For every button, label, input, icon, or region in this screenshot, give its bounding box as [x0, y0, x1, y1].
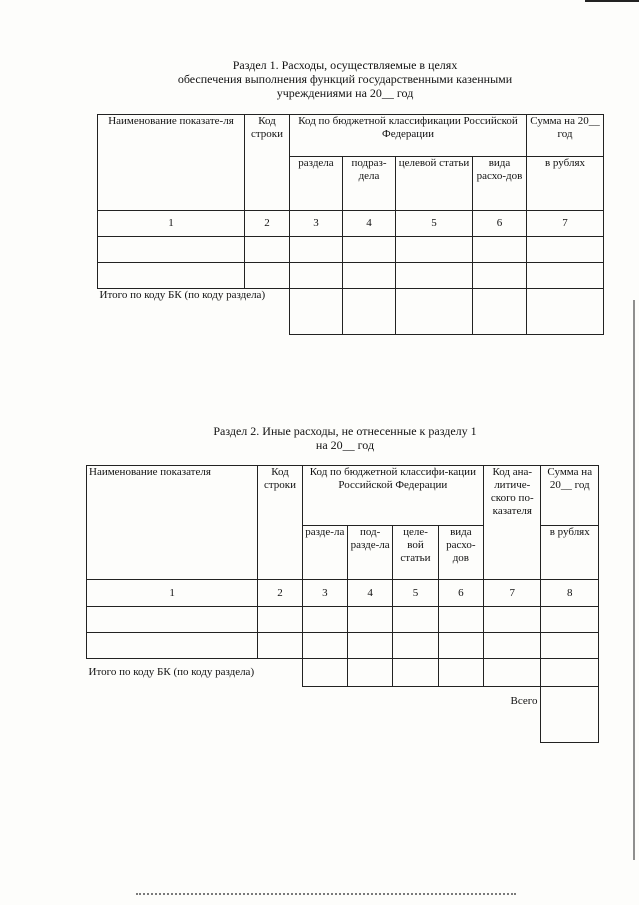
column-number: 6	[473, 211, 527, 237]
header-subsection: под-разде-ла	[347, 526, 392, 580]
total-cell[interactable]	[438, 659, 483, 687]
section1-title-line-1: Раздел 1. Расходы, осуществляемые в целях	[232, 58, 458, 72]
column-number: 2	[245, 211, 290, 237]
cell[interactable]	[87, 633, 258, 659]
total-cell[interactable]	[343, 289, 396, 335]
column-number: 3	[290, 211, 343, 237]
cell[interactable]	[396, 263, 473, 289]
section1-title	[150, 58, 540, 100]
column-number: 2	[258, 580, 302, 607]
grand-total-label: Всего	[510, 695, 538, 707]
column-number: 4	[347, 580, 392, 607]
header-target: целе-вой статьи	[393, 526, 438, 580]
total-label: Итого по коду БК (по коду раздела)	[88, 666, 255, 679]
section2-title-line-2: на 20__ год	[315, 438, 375, 452]
cell[interactable]	[473, 237, 527, 263]
scan-bottom-dots	[136, 893, 516, 898]
cell[interactable]	[302, 607, 347, 633]
cell[interactable]	[484, 607, 541, 633]
cell[interactable]	[290, 263, 343, 289]
header-section: раздела	[290, 157, 343, 211]
header-code-line: Код строки	[258, 466, 302, 580]
column-number: 6	[438, 580, 483, 607]
section2-title	[150, 424, 540, 452]
table-row	[87, 633, 599, 659]
section1-title-line-3: учреждениями на 20__ год	[276, 86, 414, 100]
cell[interactable]	[245, 237, 290, 263]
total-cell[interactable]	[290, 289, 343, 335]
cell[interactable]	[343, 237, 396, 263]
cell[interactable]	[98, 237, 245, 263]
header-budget-code: Код по бюджетной классификации Российской Федерации	[290, 115, 527, 157]
section1-title-line-2: обеспечения выполнения функций государственными казенными	[177, 72, 513, 86]
column-number: 7	[484, 580, 541, 607]
cell[interactable]	[541, 633, 599, 659]
column-number: 1	[87, 580, 258, 607]
scan-edge-line	[633, 300, 635, 860]
column-number: 4	[343, 211, 396, 237]
column-number: 5	[393, 580, 438, 607]
total-cell[interactable]	[473, 289, 527, 335]
cell[interactable]	[438, 607, 483, 633]
header-rubles: в рублях	[541, 526, 599, 580]
total-cell[interactable]	[393, 659, 438, 687]
header-section: разде-ла	[302, 526, 347, 580]
header-rubles: в рублях	[527, 157, 604, 211]
header-name: Наименование показате-ля	[98, 115, 245, 211]
total-row	[87, 659, 599, 687]
header-type: вида расхо-дов	[473, 157, 527, 211]
total-cell[interactable]	[484, 659, 541, 687]
section2-table	[86, 465, 599, 743]
total-cell[interactable]	[347, 659, 392, 687]
header-subsection: подраз-дела	[343, 157, 396, 211]
total-cell[interactable]	[396, 289, 473, 335]
cell[interactable]	[98, 263, 245, 289]
header-sum: Сумма на 20__ год	[541, 466, 599, 526]
column-number: 3	[302, 580, 347, 607]
cell[interactable]	[290, 237, 343, 263]
total-row	[98, 289, 604, 335]
total-label: Итого по коду БК (по коду раздела)	[99, 289, 266, 301]
cell[interactable]	[258, 607, 302, 633]
column-number-row	[87, 580, 599, 607]
column-number: 1	[98, 211, 245, 237]
cell[interactable]	[527, 263, 604, 289]
total-cell[interactable]	[527, 289, 604, 335]
cell[interactable]	[343, 263, 396, 289]
cell[interactable]	[541, 607, 599, 633]
section1-table	[97, 114, 604, 335]
cell[interactable]	[347, 607, 392, 633]
cell[interactable]	[396, 237, 473, 263]
cell[interactable]	[393, 607, 438, 633]
header-code-line: Код строки	[245, 115, 290, 211]
grand-total-cell[interactable]	[541, 687, 599, 743]
cell[interactable]	[245, 263, 290, 289]
scan-edge-mark	[585, 0, 639, 2]
header-name: Наименование показателя	[87, 466, 258, 580]
cell[interactable]	[393, 633, 438, 659]
table-row	[87, 607, 599, 633]
cell[interactable]	[473, 263, 527, 289]
column-number: 8	[541, 580, 599, 607]
column-number: 5	[396, 211, 473, 237]
header-type: вида расхо-дов	[438, 526, 483, 580]
table-row	[98, 237, 604, 263]
grand-total-row	[87, 687, 599, 743]
total-cell[interactable]	[541, 659, 599, 687]
table-row	[98, 263, 604, 289]
header-analytic-code: Код ана-литиче-ского по-казателя	[484, 466, 541, 580]
cell[interactable]	[347, 633, 392, 659]
cell[interactable]	[527, 237, 604, 263]
header-sum: Сумма на 20__ год	[527, 115, 604, 157]
cell[interactable]	[302, 633, 347, 659]
cell[interactable]	[438, 633, 483, 659]
header-target: целевой статьи	[396, 157, 473, 211]
cell[interactable]	[258, 633, 302, 659]
section2-title-line-1: Раздел 2. Иные расходы, не отнесенные к разделу 1	[213, 424, 477, 438]
header-budget-code: Код по бюджетной классифи-кации Российской Федерации	[302, 466, 483, 526]
cell[interactable]	[87, 607, 258, 633]
column-number-row	[98, 211, 604, 237]
cell[interactable]	[484, 633, 541, 659]
column-number: 7	[527, 211, 604, 237]
total-cell[interactable]	[302, 659, 347, 687]
